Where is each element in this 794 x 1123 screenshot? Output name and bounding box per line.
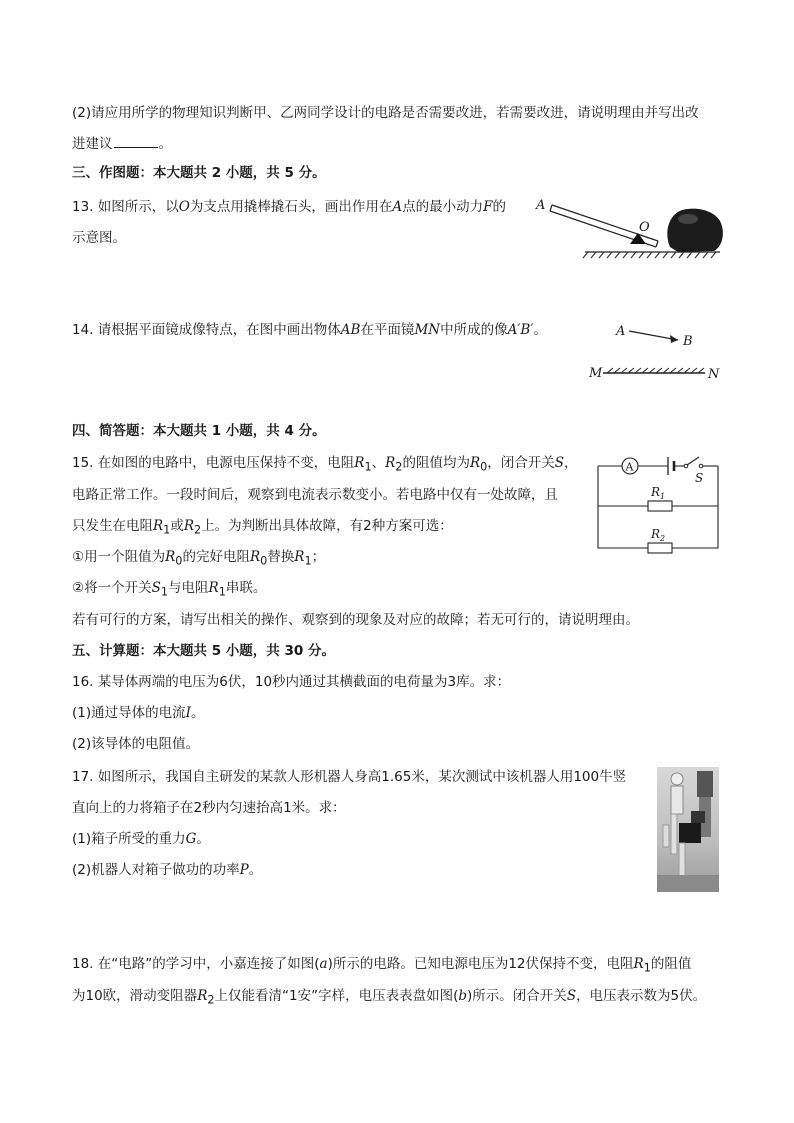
q13-line1: 13. 如图所示，以O为支点用撬棒撬石头，画出作用在A点的最小动力F的: [72, 199, 506, 215]
q18-line2: 为10欧，滑动变阻器$R_2$上仅能看清“1安”字样，电压表表盘如图(b)所示。闭合开关S，电压表示数为5伏。: [72, 988, 707, 1007]
q17-line4: (2)机器人对箱子做功的功率P。: [72, 862, 263, 878]
resistor-r1: [648, 501, 672, 511]
q18-line1: 18. 在“电路”的学习中，小嘉连接了如图(a)所示的电路。已知电源电压为12伏保持不变，电阻$R_1$的阻值: [72, 956, 692, 975]
lever-label-o: O: [639, 220, 650, 235]
mirror-label-n: N: [708, 367, 720, 382]
q15-line4: 若有可行的方案，请写出相关的操作、观察到的现象及对应的故障；若无可行的，请说明理由。: [72, 612, 639, 628]
q13-line2: 示意图。: [72, 230, 126, 246]
q16-line2: (1)通过导体的电流I。: [72, 705, 205, 721]
resistor-r2: [648, 543, 672, 553]
circuit-figure: [596, 452, 720, 552]
lever-figure: [530, 195, 730, 265]
q15-line1: 15. 在如图的电路中，电源电压保持不变，电阻$R_1$、$R_2$的阻值均为$R_0$，闭合开关S，: [72, 455, 578, 474]
q15-option2: ②将一个开关$S_1$与电阻$R_1$串联。: [72, 580, 267, 599]
q17-line1: 17. 如图所示，我国自主研发的某款人形机器人身高1.65米，某次测试中该机器人用100牛竖: [72, 769, 627, 785]
section-3-heading: 三、作图题：本大题共 2 小题，共 5 分。: [72, 165, 326, 181]
q12-part2-line1: (2)请应用所学的物理知识判断甲、乙两同学设计的电路是否需要改进，若需要改进，请说明理由并写出改: [72, 105, 699, 121]
section-5-heading: 五、计算题：本大题共 5 小题，共 30 分。: [72, 643, 335, 659]
q17-line3: (1)箱子所受的重力G。: [72, 831, 210, 847]
rock: [667, 209, 723, 252]
mirror-label-b: B: [683, 334, 693, 349]
q15-line2: 电路正常工作。一段时间后，观察到电流表示数变小。若电路中仅有一处故障，且: [72, 487, 558, 503]
q15-line3: 只发生在电阻$R_1$或$R_2$上。为判断出具体故障，有2种方案可选：: [72, 518, 453, 537]
switch-label: S: [695, 471, 704, 485]
mirror-label-m: M: [589, 366, 603, 381]
q14-line: 14. 请根据平面镜成像特点，在图中画出物体AB在平面镜MN中所成的像A′B′。: [72, 322, 547, 338]
q12-part2-line2: 进建议 。: [72, 136, 172, 152]
robot-photo: [657, 767, 719, 892]
section-4-heading: 四、简答题：本大题共 1 小题，共 4 分。: [72, 423, 326, 439]
q16-line3: (2)该导体的电阻值。: [72, 736, 200, 752]
ammeter-label: A: [625, 460, 634, 474]
answer-blank: [114, 134, 158, 148]
r2-label: $R_2$: [651, 527, 666, 543]
mirror-label-a: A: [616, 324, 626, 339]
lever-label-a: A: [536, 198, 546, 213]
q15-option1: ①用一个阻值为$R_0$的完好电阻$R_0$替换$R_1$；: [72, 549, 326, 568]
q17-line2: 直向上的力将箱子在2秒内匀速抬高1米。求：: [72, 800, 346, 816]
switch: [687, 457, 699, 465]
r1-label: $R_1$: [651, 485, 666, 501]
mirror-figure: [585, 318, 725, 388]
q16-line1: 16. 某导体两端的电压为6伏，10秒内通过其横截面的电荷量为3库。求：: [72, 674, 511, 690]
